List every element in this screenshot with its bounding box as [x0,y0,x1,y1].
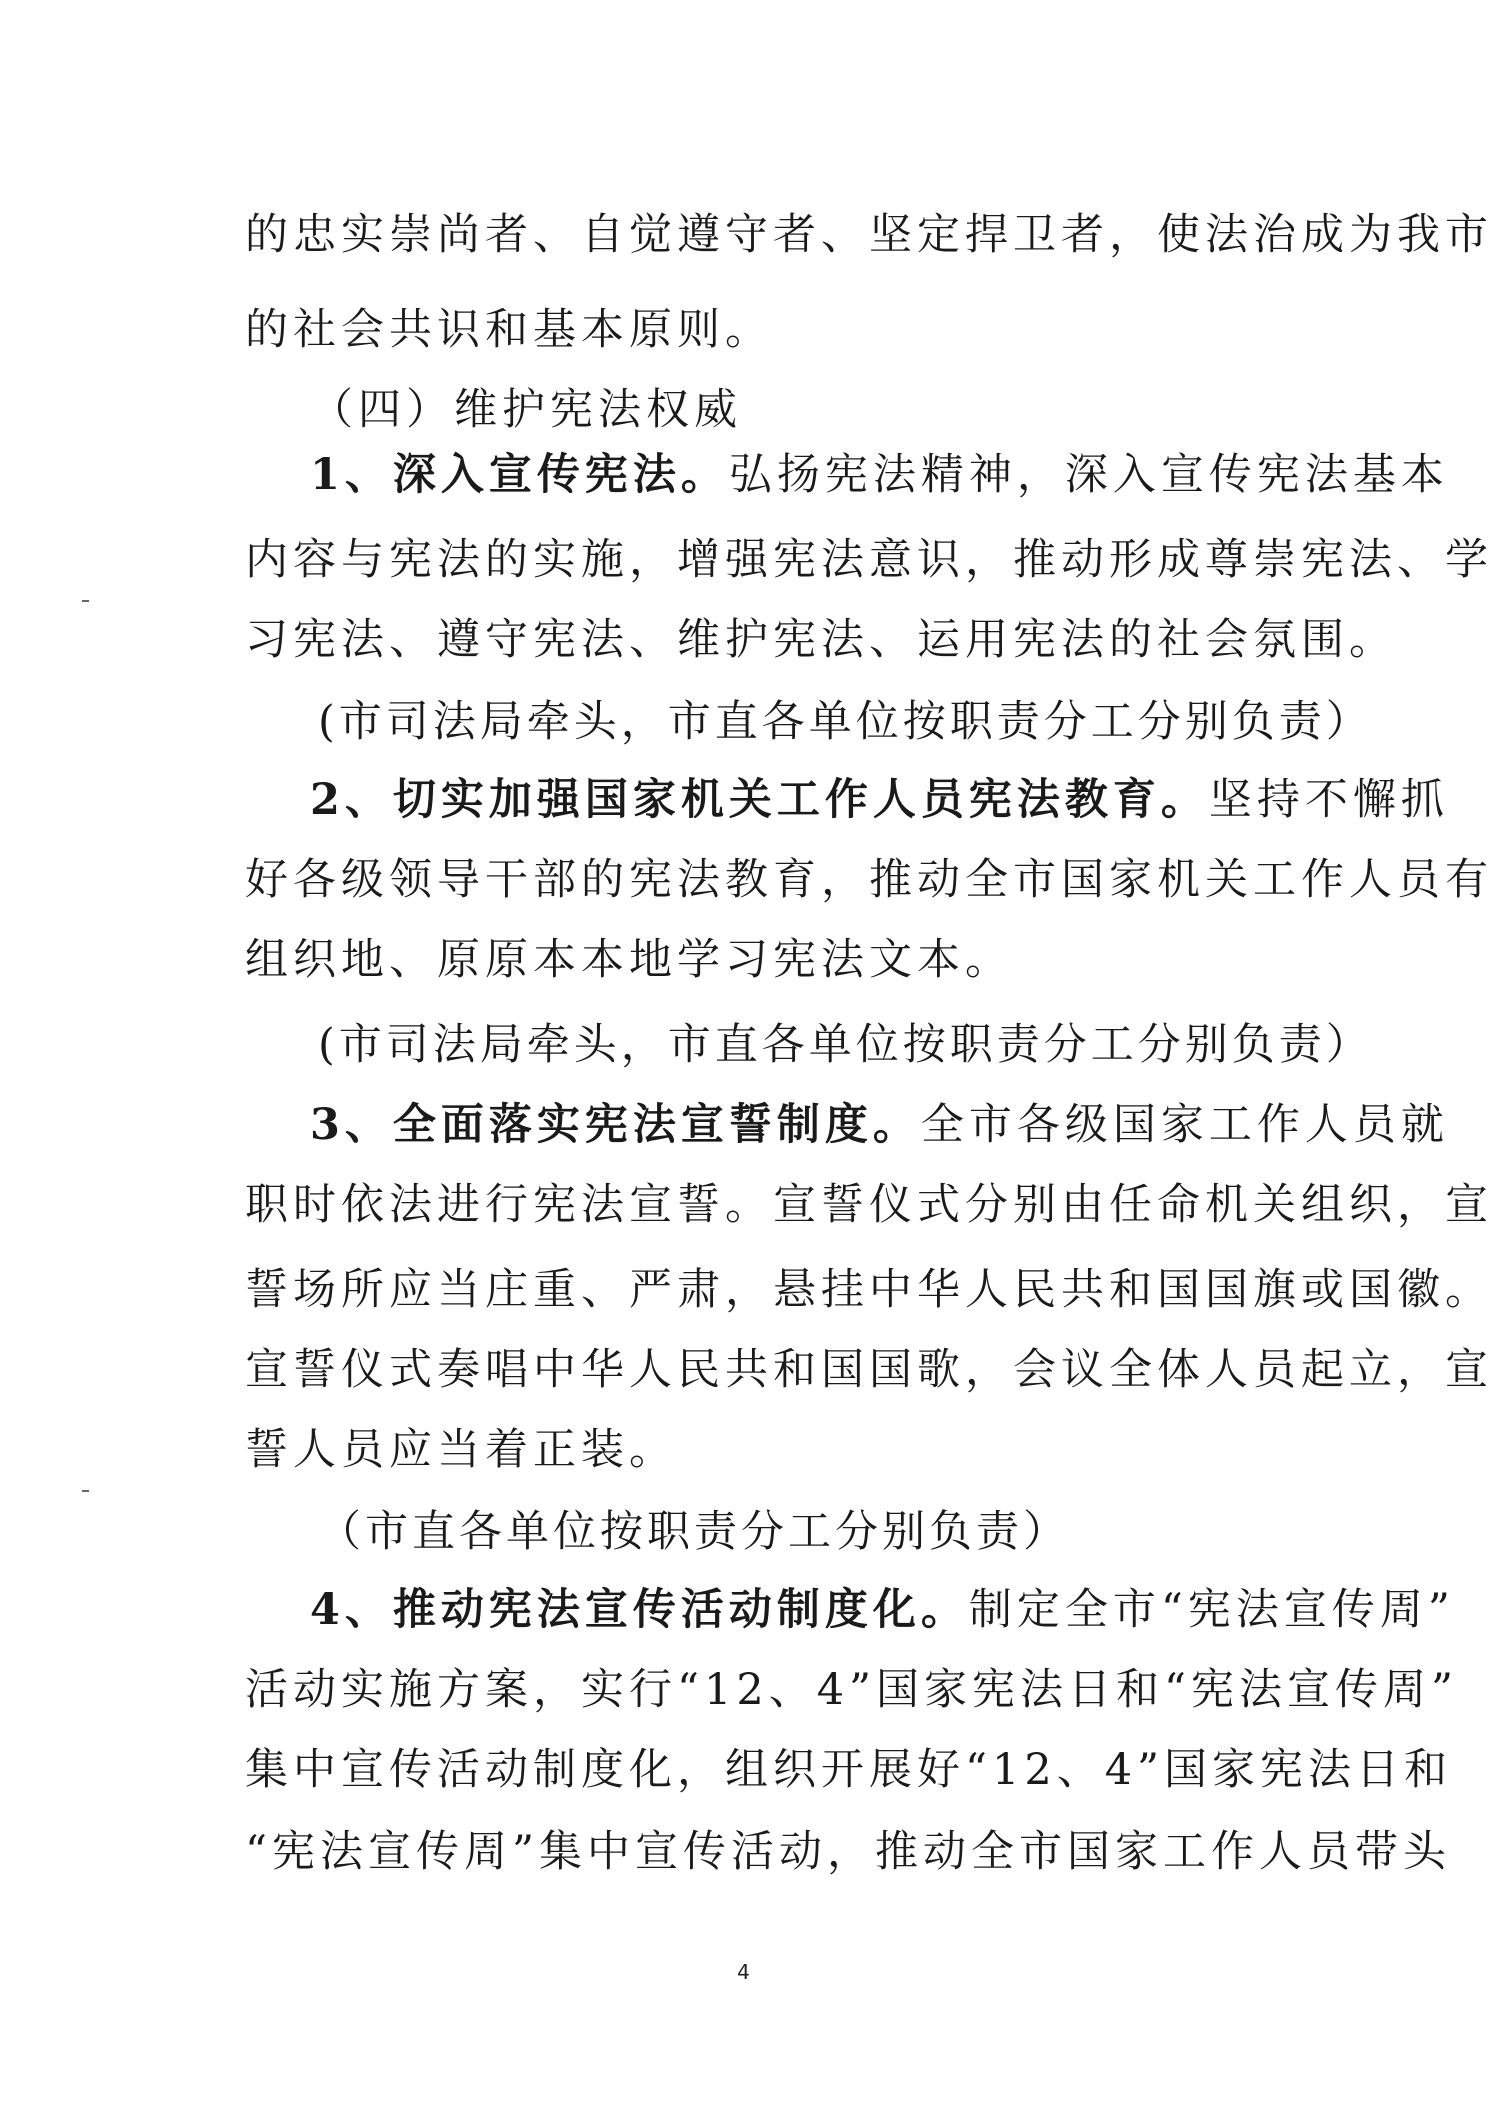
item-4-title-line [310,1580,1455,1640]
body-line-19 [245,1660,1459,1720]
line-15-text: 宣誓仪式奏唱中华人民共和国国歌，会议全体人员起立，宣 [245,1345,1493,1395]
item-4-text: 制定全市“宪法宣传周” [968,1585,1455,1635]
item-4-title: 4、推动宪法宣传活动制度化。 [310,1585,969,1635]
item-2-title-line [310,770,1449,830]
item-3-title: 3、全面落实宪法宣誓制度。 [310,1100,921,1150]
page-number: 4 [737,1960,750,1984]
item-1-title-line [310,445,1449,505]
body-line-5 [245,530,1493,590]
item-3-title-line [310,1095,1449,1155]
item-2-title: 2、切实加强国家机关工作人员宪法教育。 [310,775,1209,825]
note-2-text: (市司法局牵头，市直各单位按职责分工分别负责） [318,1020,1373,1070]
body-line-15 [245,1340,1493,1400]
item-1-text: 弘扬宪法精神，深入宣传宪法基本 [728,450,1449,500]
body-line-14 [245,1260,1493,1320]
line-10-text: 组织地、原原本本地学习宪法文本。 [245,935,1013,985]
body-line-16 [245,1420,1275,1480]
line-20-text: 集中宣传活动制度化，组织开展好“12、4”国家宪法日和 [245,1745,1453,1795]
item-2-text: 坚持不懈抓 [1208,775,1449,825]
scan-mark [82,1490,89,1492]
section-heading-text: （四）维护宪法权威 [310,385,742,435]
line-16-text: 誓人员应当着正装。 [245,1425,677,1475]
section-heading [310,380,1340,440]
body-line-1 [245,205,1493,265]
line-9-text: 好各级领导干部的宪法教育，推动全市国家机关工作人员有 [245,855,1493,905]
line-6-text: 习宪法、遵守宪法、维护宪法、运用宪法的社会氛围。 [245,615,1397,665]
responsibility-note-2 [318,1015,1373,1075]
line-5-text: 内容与宪法的实施，增强宪法意识，推动形成尊崇宪法、学 [245,535,1493,585]
scan-mark [82,600,89,602]
body-line-10 [245,930,1275,990]
body-line-20 [245,1740,1453,1800]
body-line-13 [245,1175,1493,1235]
body-line-9 [245,850,1493,910]
line-13-text: 职时依法进行宪法宣誓。宣誓仪式分别由任命机关组织，宣 [245,1180,1493,1230]
body-line-2 [245,300,1275,360]
line-2-text: 的社会共识和基本原则。 [245,305,773,355]
line-19-text: 活动实施方案，实行“12、4”国家宪法日和“宪法宣传周” [245,1665,1459,1715]
responsibility-note-3 [318,1502,1275,1562]
line-14-text: 誓场所应当庄重、严肃，悬挂中华人民共和国国旗或国徽。 [245,1265,1493,1315]
line-1-text: 的忠实崇尚者、自觉遵守者、坚定捍卫者，使法治成为我市 [245,210,1493,260]
item-1-title: 1、深入宣传宪法。 [310,450,729,500]
note-3-text: （市直各单位按职责分工分别负责） [318,1507,1070,1557]
body-line-21 [245,1822,1451,1882]
line-21-text: “宪法宣传周”集中宣传活动，推动全市国家工作人员带头 [245,1827,1451,1877]
body-line-6 [245,610,1397,670]
item-3-text: 全市各级国家工作人员就 [920,1100,1449,1150]
responsibility-note-1 [318,692,1373,752]
note-1-text: (市司法局牵头，市直各单位按职责分工分别负责） [318,697,1373,747]
